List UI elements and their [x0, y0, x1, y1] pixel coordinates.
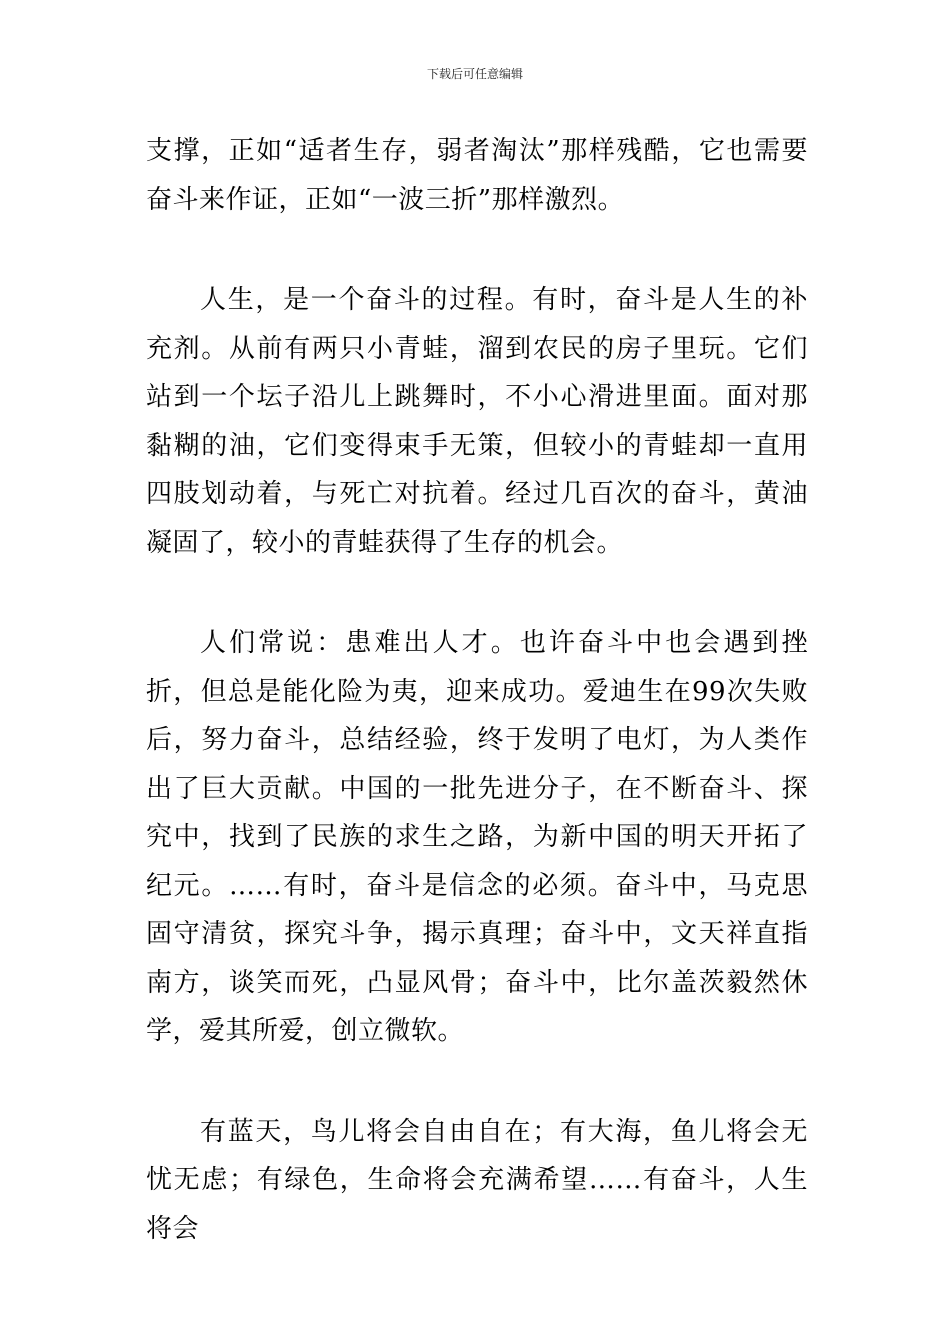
paragraph-gap [146, 224, 808, 276]
paragraph-1: 支撑，正如“适者生存，弱者淘汰”那样残酷，它也需要奋斗来作证，正如“一波三折”那样激烈。 [146, 136, 808, 215]
paragraph-3: 人们常说：患难出人才。也许奋斗中也会遇到挫折，但总是能化险为夷，迎来成功。爱迪生在99次失败后，努力奋斗，总结经验，终于发明了电灯，为人类作出了巨大贡献。中国的一批先进分子，在不断奋斗、探究中，找到了民族的求生之路，为新中国的明天开拓了纪元。……有时，奋斗是信念的必须。奋斗中，马克思固守清贫，探究斗争，揭示真理；奋斗中，文天祥直指南方，谈笑而死，凸显风骨；奋斗中，比尔盖茨毅然休学，爱其所爱，创立微软。 [146, 628, 808, 1046]
paragraph-2: 人生，是一个奋斗的过程。有时，奋斗是人生的补充剂。从前有两只小青蛙，溜到农民的房子里玩。它们站到一个坛子沿儿上跳舞时，不小心滑进里面。面对那黏糊的油，它们变得束手无策，但较小的青蛙却一直用四肢划动着，与死亡对抗着。经过几百次的奋斗，黄油凝固了，较小的青蛙获得了生存的机会。 [146, 285, 808, 558]
paragraph-4: 有蓝天，鸟儿将会自由自在；有大海，鱼儿将会无忧无虑；有绿色，生命将会充满希望……有奋斗，人生将会 [146, 1116, 808, 1244]
page-header: 下载后可任意编辑 [426, 67, 523, 81]
document-body [146, 127, 808, 1253]
paragraph-gap [146, 567, 808, 619]
paragraph-gap [146, 1056, 808, 1108]
